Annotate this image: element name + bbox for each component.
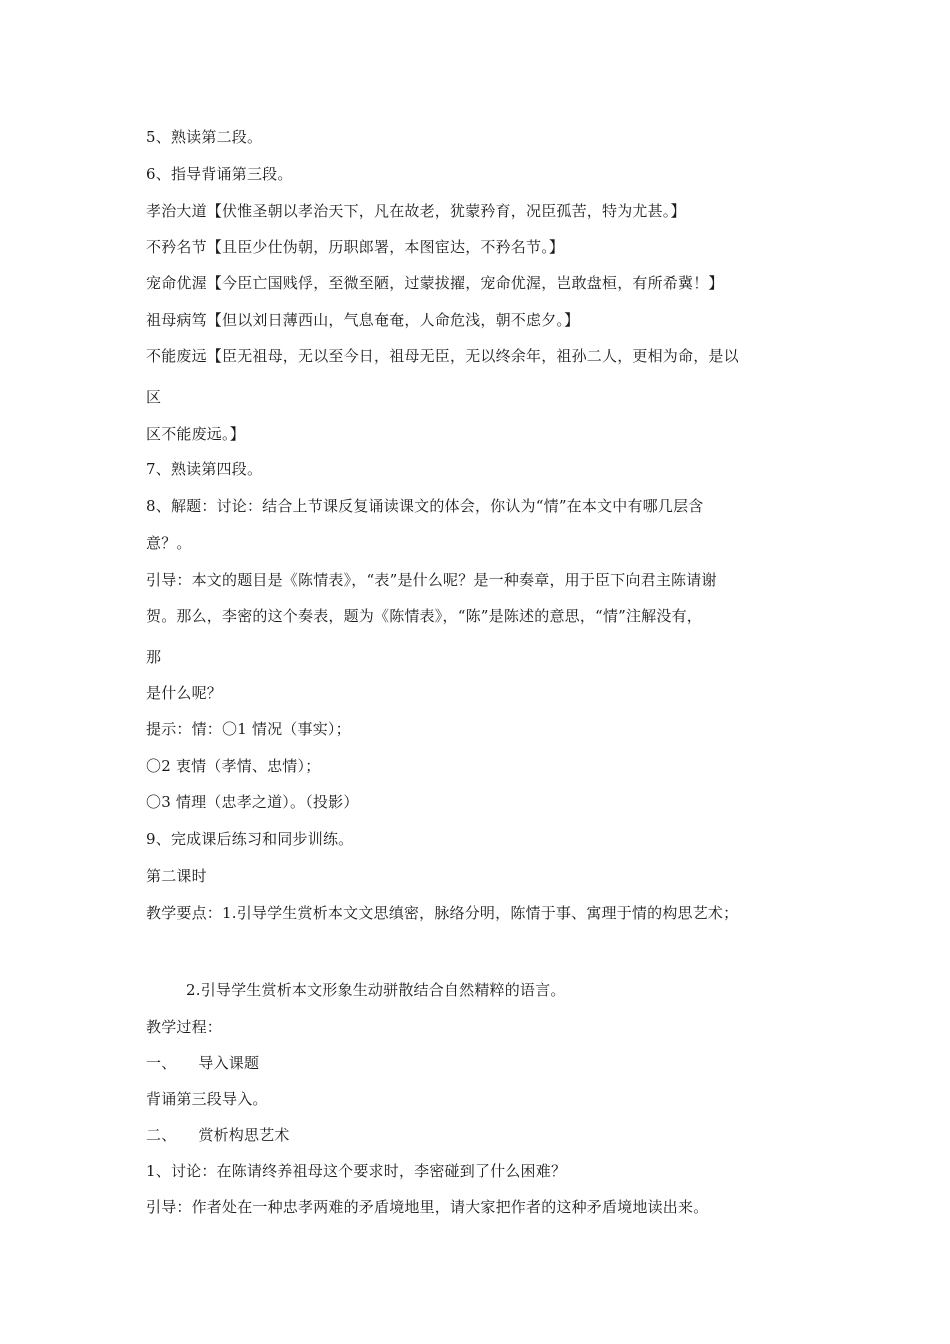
line-guide-2: 贺。那么，李密的这个奏表，题为《陈情表》，“陈”是陈述的意思，“情”注解没有， bbox=[146, 607, 702, 625]
line-buneng: 不能废远【臣无祖母，无以至今日，祖母无臣，无以终余年，祖孙二人，更相为命，是以 bbox=[146, 347, 739, 365]
line-step-9: 9、完成课后练习和同步训练。 bbox=[146, 830, 354, 848]
line-process-title: 教学过程： bbox=[146, 1018, 223, 1036]
line-discussion: 1、讨论：在陈请终养祖母这个要求时，李密碰到了什么困难？ bbox=[146, 1162, 567, 1180]
line-guide-final: 引导：作者处在一种忠孝两难的矛盾境地里，请大家把作者的这种矛盾境地读出来。 bbox=[146, 1198, 709, 1216]
line-step-8: 8、解题：讨论：结合上节课反复诵读课文的体会，你认为“情”在本文中有哪几层含 bbox=[146, 497, 704, 515]
line-section-1 bbox=[146, 1053, 259, 1073]
line-hint-1: 提示：情：〇1 情况（事实）； bbox=[146, 720, 351, 738]
line-bujin: 不矜名节【且臣少仕伪朝，历职郎署，本图宦达，不矜名节。】 bbox=[146, 238, 565, 256]
line-qu-cont: 区不能废远。】 bbox=[146, 425, 245, 443]
line-second-lesson: 第二课时 bbox=[146, 867, 207, 885]
line-guide-1: 引导：本文的题目是《陈情表》，“表”是什么呢？是一种奏章，用于臣下向君主陈请谢 bbox=[146, 571, 717, 589]
line-guide-4: 是什么呢？ bbox=[146, 684, 223, 702]
line-hint-2: 〇2 衷情（孝情、忠情）； bbox=[146, 757, 321, 775]
line-qu: 区 bbox=[146, 388, 162, 406]
line-section-2 bbox=[146, 1125, 290, 1145]
line-step-5: 5、熟读第二段。 bbox=[146, 128, 263, 146]
line-step-8-cont: 意？。 bbox=[146, 534, 192, 552]
line-step-6: 6、指导背诵第三段。 bbox=[146, 165, 293, 183]
line-key-points-1: 教学要点：1.引导学生赏析本文文思缜密，脉络分明，陈情于事、寓理于情的构思艺术； bbox=[146, 904, 739, 922]
section-2-text: 赏析构思艺术 bbox=[198, 1126, 290, 1144]
line-guide-3: 那 bbox=[146, 648, 162, 666]
line-zumu: 祖母病笃【但以刘日薄西山，气息奄奄，人命危浅，朝不虑夕。】 bbox=[146, 311, 580, 329]
line-hint-3: 〇3 情理（忠孝之道）。（投影） bbox=[146, 793, 359, 811]
section-2-number: 二、 bbox=[146, 1126, 177, 1144]
line-step-7: 7、熟读第四段。 bbox=[146, 460, 263, 478]
line-key-points-2: 2.引导学生赏析本文形象生动骈散结合自然精粹的语言。 bbox=[186, 981, 566, 999]
line-chongming: 宠命优渥【今臣亡国贱俘，至微至陋，过蒙拔擢，宠命优渥，岂敢盘桓，有所希冀！】 bbox=[146, 274, 724, 292]
section-1-number: 一、 bbox=[146, 1054, 177, 1072]
section-1-text: 导入课题 bbox=[198, 1054, 260, 1072]
line-section-1-body: 背诵第三段导入。 bbox=[146, 1090, 268, 1108]
line-xiaozhi: 孝治大道【伏惟圣朝以孝治天下，凡在故老，犹蒙矜育，况臣孤苦，特为尤甚。】 bbox=[146, 202, 686, 220]
